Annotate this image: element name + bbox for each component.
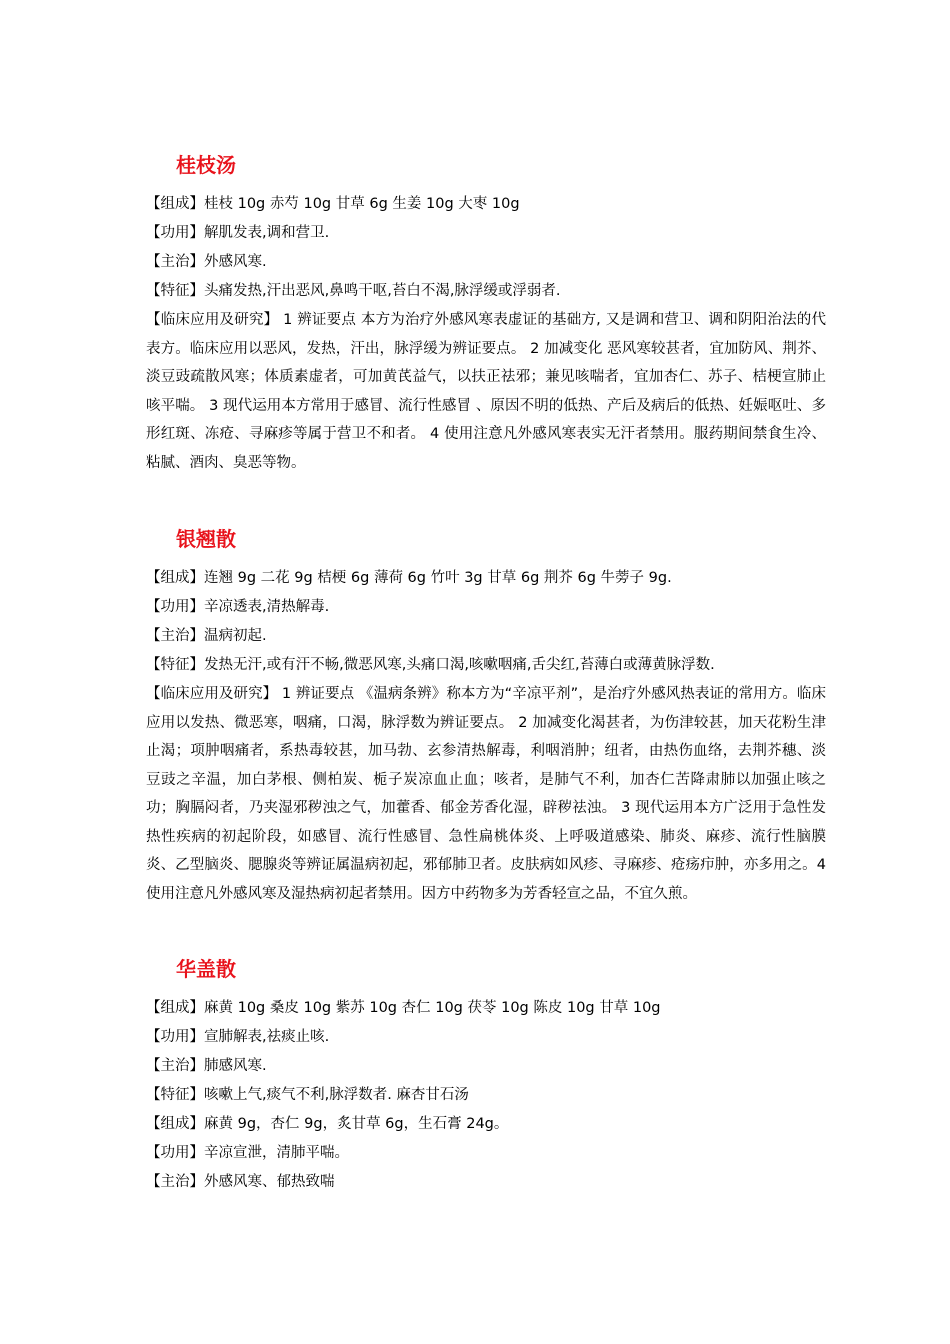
indication-line: 【主治】温病初起. — [146, 628, 267, 644]
composition-line: 【组成】桂枝 10g 赤芍 10g 甘草 6g 生姜 10g 大枣 10g — [146, 196, 520, 212]
indication-line: 【主治】外感风寒. — [146, 254, 267, 270]
formula-body — [146, 994, 826, 1197]
indication-line: 【主治】肺感风寒. — [146, 1058, 267, 1074]
feature-line: 【特征】发热无汗,或有汗不畅,微恶风寒,头痛口渴,咳嗽咽痛,舌尖红,苔薄白或薄黄脉浮数. — [146, 657, 715, 673]
composition-line: 【组成】麻黄 9g，杏仁 9g，炙甘草 6g，生石膏 24g。 — [146, 1116, 509, 1132]
function-line: 【功用】辛凉透表,清热解毒. — [146, 599, 330, 615]
formula-body — [146, 564, 826, 908]
formula-title: 桂枝汤 — [176, 153, 236, 177]
formula-body — [146, 190, 826, 477]
formula-title: 华盖散 — [176, 957, 236, 981]
feature-line: 【特征】头痛发热,汗出恶风,鼻鸣干呕,苔白不渴,脉浮缓或浮弱者. — [146, 283, 561, 299]
function-line: 【功用】宣肺解表,祛痰止咳. — [146, 1029, 330, 1045]
clinical-paragraph: 【临床应用及研究】 1 辨证要点 本方为治疗外感风寒表虚证的基础方, 又是调和营卫、调和阴阳治法的代表方。临床应用以恶风，发热，汗出，脉浮缓为辨证要点。 2 加减变化 恶风寒较甚者，宜加防风、荆芥、淡豆豉疏散风寒；体质素虚者，可加黄芪益气，以扶正祛邪；兼见咳喘者，宜加杏仁、苏子、桔梗宣肺止咳平喘。 3 现代运用本方常用于感冒、流行性感冒 、原因不明的低热、产后及病后的低热、妊娠呕吐、多形红斑、冻疮、寻麻疹等属于营卫不和者。 4 使用注意凡外感风寒表实无汗者禁用。服药期间禁食生冷、粘腻、酒肉、臭恶等物。 — [146, 312, 826, 471]
function-line: 【功用】辛凉宣泄，清肺平喘。 — [146, 1145, 349, 1161]
formula-title: 银翘散 — [176, 527, 236, 551]
clinical-paragraph: 【临床应用及研究】 1 辨证要点 《温病条辨》称本方为“辛凉平剂”，是治疗外感风热表证的常用方。临床应用以发热、微恶寒，咽痛，口渴，脉浮数为辨证要点。 2 加减变化渴甚者，为伤津较甚，加天花粉生津止渴；项肿咽痛者，系热毒较甚，加马勃、玄参清热解毒，利咽消肿；纽者，由热伤血络，去荆芥穗、淡豆豉之辛温，加白茅根、侧柏炭、栀子炭凉血止血；咳者，是肺气不利，加杏仁苦降肃肺以加强止咳之功；胸膈闷者，乃夹湿邪秽浊之气，加藿香、郁金芳香化湿，辟秽祛浊。 3 现代运用本方广泛用于急性发热性疾病的初起阶段，如感冒、流行性感冒、急性扁桃体炎、上呼吸道感染、肺炎、麻疹、流行性脑膜炎、乙型脑炎、腮腺炎等辨证属温病初起，邪郁肺卫者。皮肤病如风疹、寻麻疹、疮疡疖肿，亦多用之。4 使用注意凡外感风寒及湿热病初起者禁用。因方中药物多为芳香轻宣之品，不宜久煎。 — [146, 686, 826, 902]
composition-line: 【组成】麻黄 10g 桑皮 10g 紫苏 10g 杏仁 10g 茯苓 10g 陈皮 10g 甘草 10g — [146, 1000, 661, 1016]
indication-line: 【主治】外感风寒、郁热致喘 — [146, 1174, 335, 1190]
function-line: 【功用】解肌发表,调和营卫. — [146, 225, 330, 241]
feature-line: 【特征】咳嗽上气,痰气不利,脉浮数者. 麻杏甘石汤 — [146, 1087, 469, 1103]
composition-line: 【组成】连翘 9g 二花 9g 桔梗 6g 薄荷 6g 竹叶 3g 甘草 6g 荆芥 6g 牛蒡子 9g. — [146, 570, 672, 586]
